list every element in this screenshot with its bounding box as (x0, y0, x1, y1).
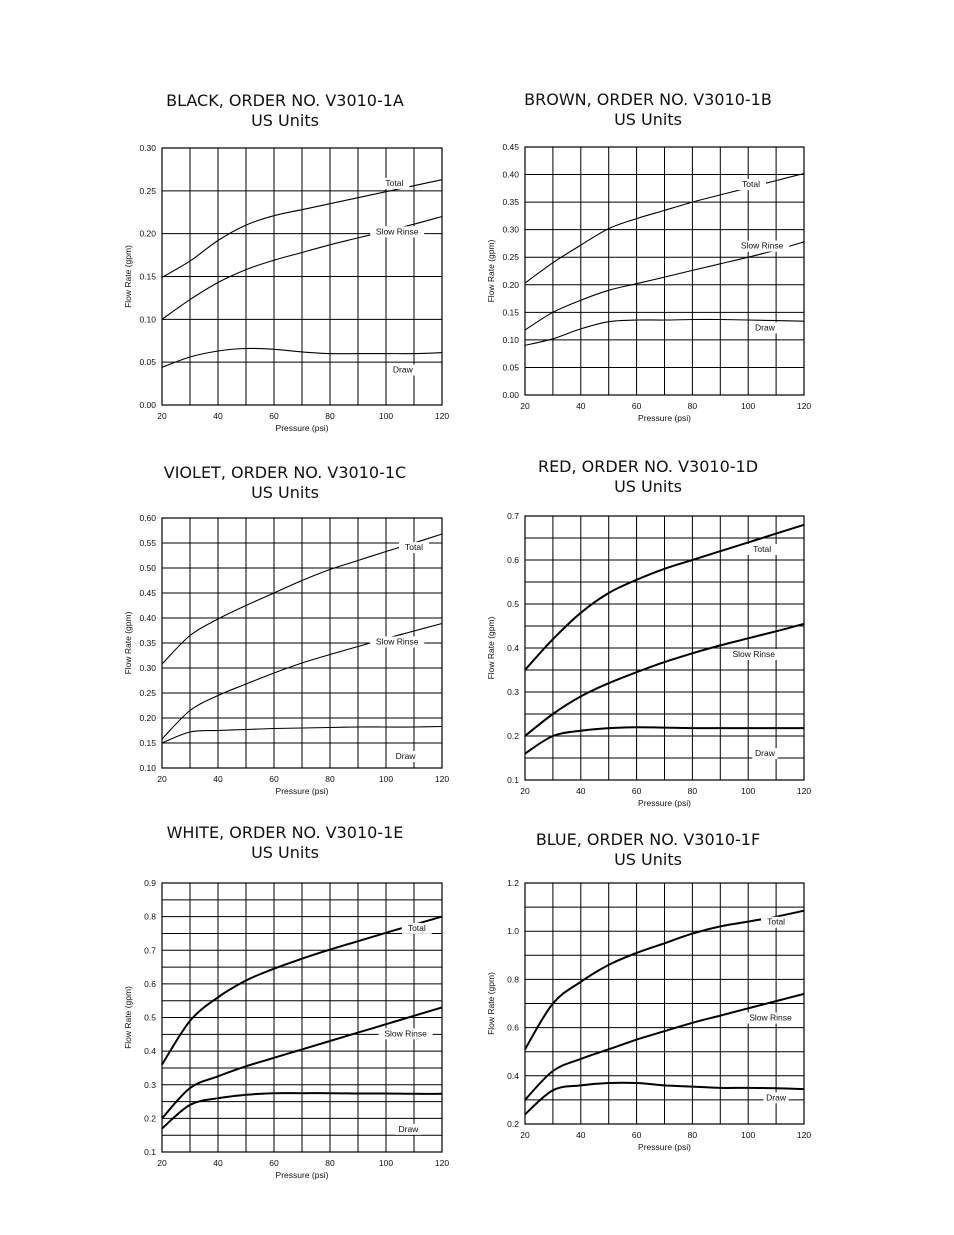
y-tick-label: 0.9 (144, 878, 156, 888)
x-tick-label: 100 (378, 411, 394, 421)
y-tick-label: 0.10 (502, 334, 519, 345)
y-tick-label: 0.10 (139, 763, 156, 773)
y-tick-label: 0.4 (507, 1070, 519, 1081)
x-tick-label: 60 (631, 1130, 642, 1140)
y-axis-title: Flow Rate (gpm) (123, 611, 133, 675)
series-label: Draw (392, 364, 413, 375)
series-label: Draw (755, 322, 775, 333)
series-label: Draw (766, 1092, 787, 1103)
x-tick-label: 120 (434, 1158, 450, 1168)
chart-panel-violet (120, 463, 450, 813)
y-tick-label: 0.45 (502, 142, 519, 152)
y-tick-label: 0.2 (507, 731, 519, 741)
y-tick-label: 0.3 (507, 687, 519, 697)
y-tick-label: 0.2 (507, 1119, 519, 1129)
y-tick-label: 0.6 (144, 978, 156, 989)
y-tick-label: 0.1 (144, 1147, 156, 1157)
series-label: Draw (395, 751, 416, 761)
x-axis-title: Pressure (psi) (275, 1170, 329, 1180)
x-tick-label: 20 (520, 1130, 530, 1140)
y-tick-label: 0.10 (139, 314, 156, 325)
x-tick-label: 80 (687, 1130, 698, 1140)
y-axis-title: Flow Rate (gpm) (123, 986, 133, 1049)
y-tick-label: 0.4 (144, 1046, 156, 1057)
chart-panel-brown (483, 90, 813, 430)
y-tick-label: 0.8 (144, 911, 156, 922)
x-tick-label: 20 (157, 411, 167, 421)
chart-panel-black (120, 91, 450, 441)
y-tick-label: 0.40 (502, 169, 519, 180)
y-tick-label: 0.1 (507, 775, 519, 785)
y-tick-label: 0.7 (144, 945, 156, 956)
x-tick-label: 120 (796, 1130, 812, 1140)
y-tick-label: 0.3 (144, 1079, 156, 1090)
x-tick-label: 120 (796, 786, 812, 796)
series-label: Total (407, 922, 426, 933)
chart-plot (483, 457, 813, 827)
chart-title: WHITE, ORDER NO. V3010-1E (166, 823, 404, 842)
x-tick-label: 20 (520, 401, 530, 411)
x-tick-label: 60 (631, 401, 642, 411)
chart-plot (120, 823, 450, 1203)
x-tick-label: 80 (325, 774, 335, 784)
series-label: Slow Rinse (375, 226, 419, 237)
chart-subtitle: US Units (251, 483, 319, 502)
chart-title: VIOLET, ORDER NO. V3010-1C (163, 463, 407, 482)
chart-title: RED, ORDER NO. V3010-1D (537, 457, 759, 476)
y-tick-label: 0.50 (139, 563, 156, 573)
y-tick-label: 0.25 (139, 185, 156, 196)
x-tick-label: 120 (434, 411, 450, 421)
x-tick-label: 80 (687, 786, 698, 796)
y-axis-title: Flow Rate (gpm) (123, 245, 133, 308)
chart-panel-white (120, 823, 450, 1203)
chart-title: BROWN, ORDER NO. V3010-1B (524, 90, 772, 109)
series-label: Total (753, 544, 772, 554)
x-axis-title: Pressure (psi) (638, 1142, 691, 1152)
x-tick-label: 80 (687, 401, 698, 411)
x-tick-label: 100 (378, 774, 394, 784)
y-tick-label: 0.15 (139, 271, 156, 282)
x-tick-label: 60 (269, 1158, 279, 1168)
x-tick-label: 40 (576, 1130, 586, 1140)
y-tick-label: 0.35 (139, 638, 156, 648)
y-tick-label: 0.6 (507, 1022, 519, 1033)
series-label: Total (385, 177, 404, 188)
y-tick-label: 0.40 (139, 613, 156, 623)
x-tick-label: 80 (325, 411, 335, 421)
grid (162, 883, 442, 1152)
y-tick-label: 0.30 (139, 143, 156, 153)
chart-plot (483, 830, 813, 1170)
y-tick-label: 0.35 (502, 197, 519, 208)
chart-title: BLUE, ORDER NO. V3010-1F (535, 830, 761, 849)
y-tick-label: 0.00 (502, 390, 519, 400)
x-tick-label: 20 (157, 1158, 167, 1168)
y-tick-label: 0.5 (507, 599, 519, 609)
y-tick-label: 0.6 (507, 555, 519, 565)
y-tick-label: 0.05 (139, 357, 156, 368)
y-tick-label: 0.4 (507, 643, 519, 653)
x-axis-title: Pressure (psi) (275, 786, 329, 796)
series-label: Slow Rinse (732, 648, 776, 659)
y-tick-label: 0.20 (139, 713, 156, 723)
x-tick-label: 100 (741, 401, 756, 411)
y-tick-label: 0.15 (502, 307, 519, 318)
y-tick-label: 1.2 (507, 878, 519, 888)
y-tick-label: 0.60 (139, 513, 156, 523)
series-label: Draw (755, 748, 775, 759)
y-axis-title: Flow Rate (gpm) (486, 972, 496, 1035)
x-tick-label: 60 (269, 411, 279, 421)
x-tick-label: 100 (378, 1158, 394, 1168)
x-tick-label: 20 (157, 774, 167, 784)
x-tick-label: 40 (576, 401, 586, 411)
y-tick-label: 0.15 (139, 738, 156, 748)
y-tick-label: 0.00 (139, 400, 156, 410)
x-tick-label: 100 (741, 1130, 756, 1140)
y-tick-label: 0.20 (139, 228, 156, 239)
chart-plot (120, 91, 450, 441)
y-tick-label: 0.7 (507, 511, 519, 521)
y-tick-label: 0.20 (502, 279, 519, 290)
x-axis-title: Pressure (psi) (638, 798, 691, 808)
x-tick-label: 60 (269, 774, 279, 784)
x-tick-label: 40 (213, 411, 223, 421)
x-tick-label: 20 (520, 786, 530, 796)
y-tick-label: 0.25 (502, 252, 519, 263)
x-tick-label: 60 (631, 786, 642, 796)
y-axis-title: Flow Rate (gpm) (486, 239, 496, 303)
x-tick-label: 120 (796, 401, 812, 411)
y-tick-label: 0.5 (144, 1012, 156, 1023)
chart-panel-blue (483, 830, 813, 1170)
chart-subtitle: US Units (614, 477, 682, 496)
x-tick-label: 40 (213, 774, 223, 784)
x-axis-title: Pressure (psi) (638, 413, 691, 423)
chart-panel-red (483, 457, 813, 827)
y-tick-label: 0.55 (139, 538, 156, 548)
y-tick-label: 0.30 (502, 224, 519, 235)
chart-title: BLACK, ORDER NO. V3010-1A (166, 91, 404, 110)
x-tick-label: 100 (741, 786, 756, 796)
y-tick-label: 0.8 (507, 974, 519, 985)
chart-subtitle: US Units (251, 111, 319, 130)
chart-plot (483, 90, 813, 430)
series-label: Total (405, 542, 423, 552)
x-tick-label: 40 (213, 1158, 223, 1168)
x-tick-label: 80 (325, 1158, 335, 1168)
y-tick-label: 0.25 (139, 688, 156, 698)
x-tick-label: 120 (434, 774, 450, 784)
y-tick-label: 0.45 (139, 588, 156, 598)
y-tick-label: 0.2 (144, 1113, 156, 1124)
chart-plot (120, 463, 450, 813)
series-label: Slow Rinse (740, 240, 784, 251)
chart-subtitle: US Units (251, 843, 319, 862)
x-tick-label: 40 (576, 786, 586, 796)
x-axis-title: Pressure (psi) (275, 423, 329, 433)
series-label: Slow Rinse (749, 1012, 792, 1023)
chart-subtitle: US Units (614, 110, 682, 129)
y-tick-label: 0.30 (139, 663, 156, 673)
y-tick-label: 1.0 (507, 926, 519, 937)
chart-subtitle: US Units (614, 850, 682, 869)
series-label: Slow Rinse (384, 1028, 427, 1039)
series-label: Draw (398, 1123, 419, 1134)
y-tick-label: 0.05 (502, 362, 519, 373)
y-axis-title: Flow Rate (gpm) (486, 616, 496, 680)
series-label: Total (742, 179, 760, 190)
series-label: Total (767, 916, 786, 927)
series-label: Slow Rinse (375, 636, 419, 647)
